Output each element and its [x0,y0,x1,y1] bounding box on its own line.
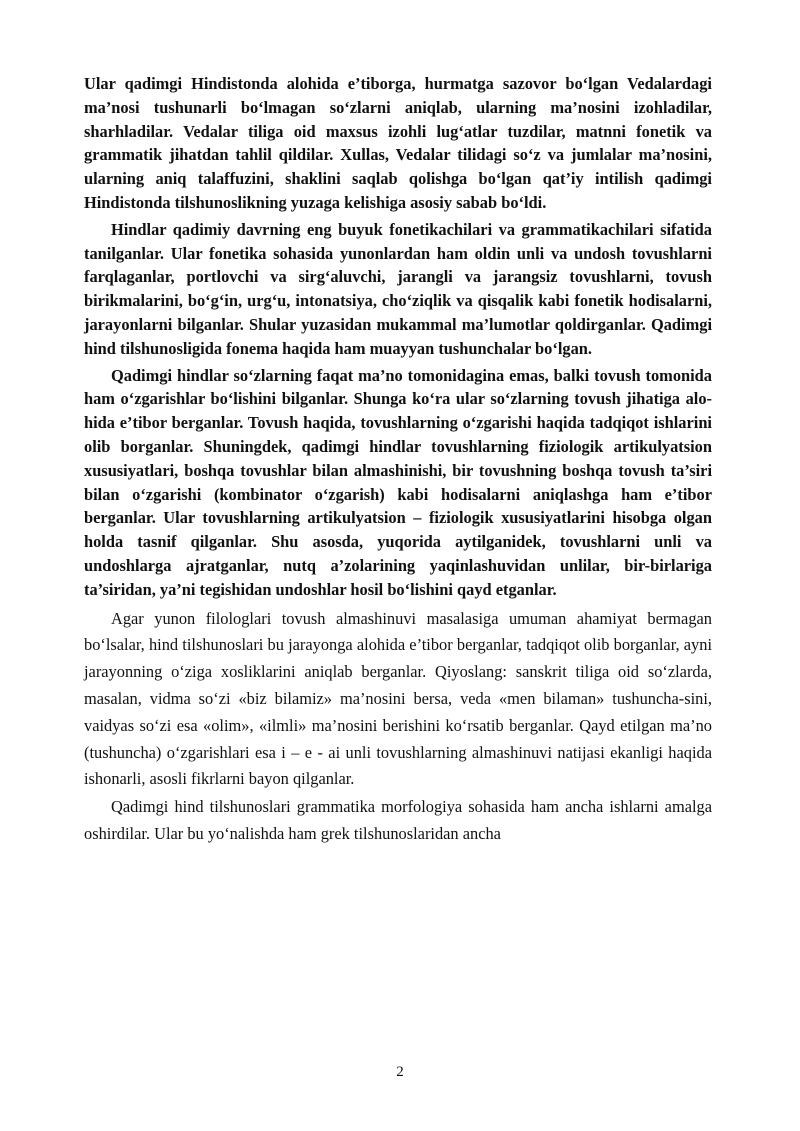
paragraph-sound-alternation: Agar yunon filologlari tovush almashinuvi masalasiga umuman ahamiyat bermagan bo‘lsalar, hind tilshunoslari bu jarayonga alohida e’tibor berganlar, tadqiqot olib borganlar, ayni jarayonning o‘ziga xosliklarini aniqlab berganlar. Qiyoslang: sanskrit tiliga oid so‘zlarda, masalan, vidma so‘zi «biz bilamiz» ma’nosini bersa, veda «men bilaman» tushuncha-sini, vaidyas so‘zi esa «olim», «ilmli» ma’nosini berishini ko‘rsatib berganlar. Qayd etilgan ma’no (tushuncha) o‘zgarishlari esa i – e - ai unli tovushlarning almashinuvi natijasi ekanligi haqida ishonarli, asosli fikrlarni bayon qilganlar. [84,608,712,789]
paragraph-sound-changes: Qadimgi hindlar so‘zlarning faqat ma’no tomonidagina emas, balki tovush tomonida ham o‘zgarishlar bo‘lishini bilganlar. Shunga ko‘ra ular so‘zlarning tovush jihatiga alo-hida e’tibor berganlar. Tovush haqida, tovushlarning o‘zgarishi haqida tadqiqot ishlarini olib borganlar. Shuningdek, qadimgi hindlar tovushlarning fiziologik artikulyatsion xususiyatlari, boshqa tovushlar bilan almashinishi, bir tovushning boshqa tovush ta’siri bilan o‘zgarishi (kombinator o‘zgarish) kabi hodisalarni aniqlashga ham e’tibor berganlar. Ular tovushlarning artikulyatsion – fiziologik xususiyatlarini hisobga olgan holda tasnif qilganlar. Shu asosda, yuqorida aytilganidek, tovushlarni unli va undoshlarga ajratganlar, nutq a’zolarining yaqinlashuvidan unlilar, bir-birlariga ta’siridan, ya’ni tegishidan undoshlar hosil bo‘lishini qayd etganlar. [84,365,712,599]
paragraph-hindu-phoneticians: Hindlar qadimiy davrning eng buyuk fonetikachilari va grammatikachilari sifatida tanilganlar. Ular fonetika sohasida yunonlardan ham oldin unli va undosh tovushlarni farqlaganlar, portlovchi va sirg‘aluvchi, jarangli va jarangsiz tovushlarni, tovush birikmalarini, bo‘g‘in, urg‘u, intonatsiya, cho‘ziqlik va qisqalik kabi fonetik hodisalarni, jarayonlarni bilganlar. Shular yuzasidan mukammal ma’lumotlar qoldirganlar. Qadimgi hind tilshunosligida fonema haqida ham muayyan tushunchalar bo‘lgan. [84,219,712,358]
page-number: 2 [396,1064,404,1080]
paragraph-vedas-interpretation: Ular qadimgi Hindistonda alohida e’tiborga, hurmatga sazovor bo‘lgan Vedalardagi ma’nosi tushunarli bo‘lmagan so‘zlarni aniqlab, ularning ma’nosini izohladilar, sharhladilar. Vedalar tiliga oid maxsus izohli lug‘atlar tuzdilar, matnni fonetik va grammatik jihatdan tahlil qildilar. Xullas, Vedalar tilidagi so‘z va jumlalar ma’nosini, ularning aniq talaffuzini, shaklini saqlab qolishga bo‘lgan qat’iy intilish qadimgi Hindistonda tilshunoslikning yuzaga kelishiga asosiy sabab bo‘ldi. [84,74,712,212]
document-page [84,72,712,848]
paragraph-morphology: Qadimgi hind tilshunoslari grammatika morfologiya sohasida ham ancha ishlarni amalga oshirdilar. Ular bu yo‘nalishda ham grek tilshunoslaridan ancha [84,797,712,843]
